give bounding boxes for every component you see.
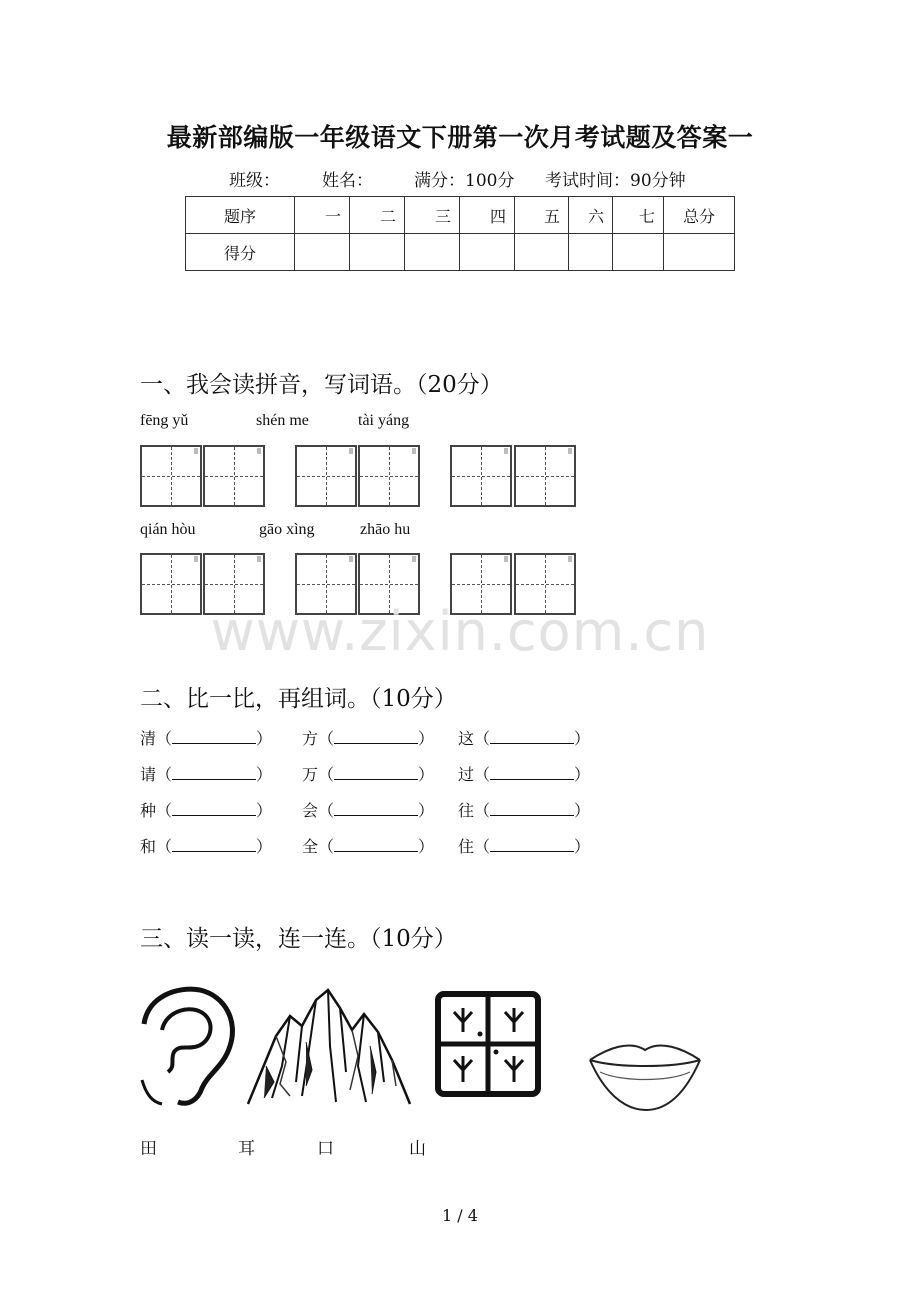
char-label: 过 <box>458 765 475 784</box>
answer-blank[interactable] <box>334 729 418 744</box>
score-table-header-row <box>186 197 735 234</box>
score-cell-label: 题序 <box>186 197 295 234</box>
char-label: 万 <box>302 765 319 784</box>
section3-heading: 三、读一读，连一连。（10分） <box>140 926 457 952</box>
answer-blank[interactable] <box>490 801 574 816</box>
pinyin-label: tài yáng <box>358 412 410 429</box>
answer-blank[interactable] <box>490 765 574 780</box>
mouth-icon <box>586 1038 704 1116</box>
class-label: 班级： <box>229 171 280 191</box>
pinyin-label: fēng yǔ <box>140 412 189 429</box>
char-label: 往 <box>458 801 475 820</box>
char-label: 和 <box>140 837 157 856</box>
score-table-score-row <box>186 234 735 271</box>
score-input-cell[interactable] <box>569 234 613 271</box>
char-label: 方 <box>302 729 319 748</box>
pinyin-label: gāo xìng <box>259 521 315 538</box>
answer-blank[interactable] <box>490 729 574 744</box>
word-pair-row: 请（ ） 万（ ） 过（ ） <box>140 765 591 784</box>
word-label: 耳 <box>238 1139 255 1159</box>
answer-blank[interactable] <box>172 765 256 780</box>
score-input-cell[interactable] <box>460 234 515 271</box>
writing-grid-box[interactable] <box>295 445 357 507</box>
writing-grid-box[interactable] <box>358 445 420 507</box>
exam-time: 考试时间：90分钟 <box>545 171 686 191</box>
answer-blank[interactable] <box>334 837 418 852</box>
answer-blank[interactable] <box>334 801 418 816</box>
score-cell-head: 二 <box>350 197 405 234</box>
score-input-cell[interactable] <box>295 234 350 271</box>
full-score: 满分：100分 <box>414 171 515 191</box>
char-label: 请 <box>140 765 157 784</box>
pinyin-label: qián hòu <box>140 521 196 538</box>
char-label: 全 <box>302 837 319 856</box>
writing-grid-box[interactable] <box>203 445 265 507</box>
score-input-cell[interactable] <box>664 234 735 271</box>
char-label: 清 <box>140 729 157 748</box>
word-label: 山 <box>409 1139 426 1159</box>
page-number: 1 / 4 <box>442 1206 478 1225</box>
char-label: 住 <box>458 837 475 856</box>
word-label: 口 <box>317 1139 334 1159</box>
score-cell-head: 三 <box>405 197 460 234</box>
name-label: 姓名： <box>322 171 373 191</box>
writing-grid-box[interactable] <box>450 445 512 507</box>
score-input-cell[interactable] <box>405 234 460 271</box>
word-pair-row: 和（ ） 全（ ） 住（ ） <box>140 837 591 856</box>
score-cell-head: 总分 <box>664 197 735 234</box>
char-label: 会 <box>302 801 319 820</box>
word-label: 田 <box>140 1139 157 1159</box>
score-cell-label: 得分 <box>186 234 295 271</box>
answer-blank[interactable] <box>172 801 256 816</box>
mountain-icon <box>246 986 412 1110</box>
score-cell-head: 七 <box>613 197 664 234</box>
ear-icon <box>138 984 238 1108</box>
score-cell-head: 一 <box>295 197 350 234</box>
writing-grid-box[interactable] <box>514 445 576 507</box>
word-pair-row: 清（ ） 方（ ） 这（ ） <box>140 729 591 748</box>
score-table <box>185 196 735 271</box>
score-cell-head: 四 <box>460 197 515 234</box>
char-label: 种 <box>140 801 157 820</box>
answer-blank[interactable] <box>334 765 418 780</box>
score-input-cell[interactable] <box>515 234 569 271</box>
pinyin-label: zhāo hu <box>360 521 411 538</box>
section2-heading: 二、比一比，再组词。（10分） <box>140 686 457 712</box>
word-pair-row: 种（ ） 会（ ） 往（ ） <box>140 801 591 820</box>
field-icon <box>434 990 542 1098</box>
answer-blank[interactable] <box>172 729 256 744</box>
score-input-cell[interactable] <box>350 234 405 271</box>
watermark: www.zixin.com.cn <box>210 600 710 663</box>
page-title: 最新部编版一年级语文下册第一次月考试题及答案一 <box>166 123 754 152</box>
score-cell-head: 五 <box>515 197 569 234</box>
char-label: 这 <box>458 729 475 748</box>
answer-blank[interactable] <box>490 837 574 852</box>
section1-heading: 一、我会读拼音，写词语。（20分） <box>140 372 503 398</box>
answer-blank[interactable] <box>172 837 256 852</box>
writing-grid-box[interactable] <box>140 445 202 507</box>
score-cell-head: 六 <box>569 197 613 234</box>
score-input-cell[interactable] <box>613 234 664 271</box>
pinyin-label: shén me <box>256 412 309 429</box>
